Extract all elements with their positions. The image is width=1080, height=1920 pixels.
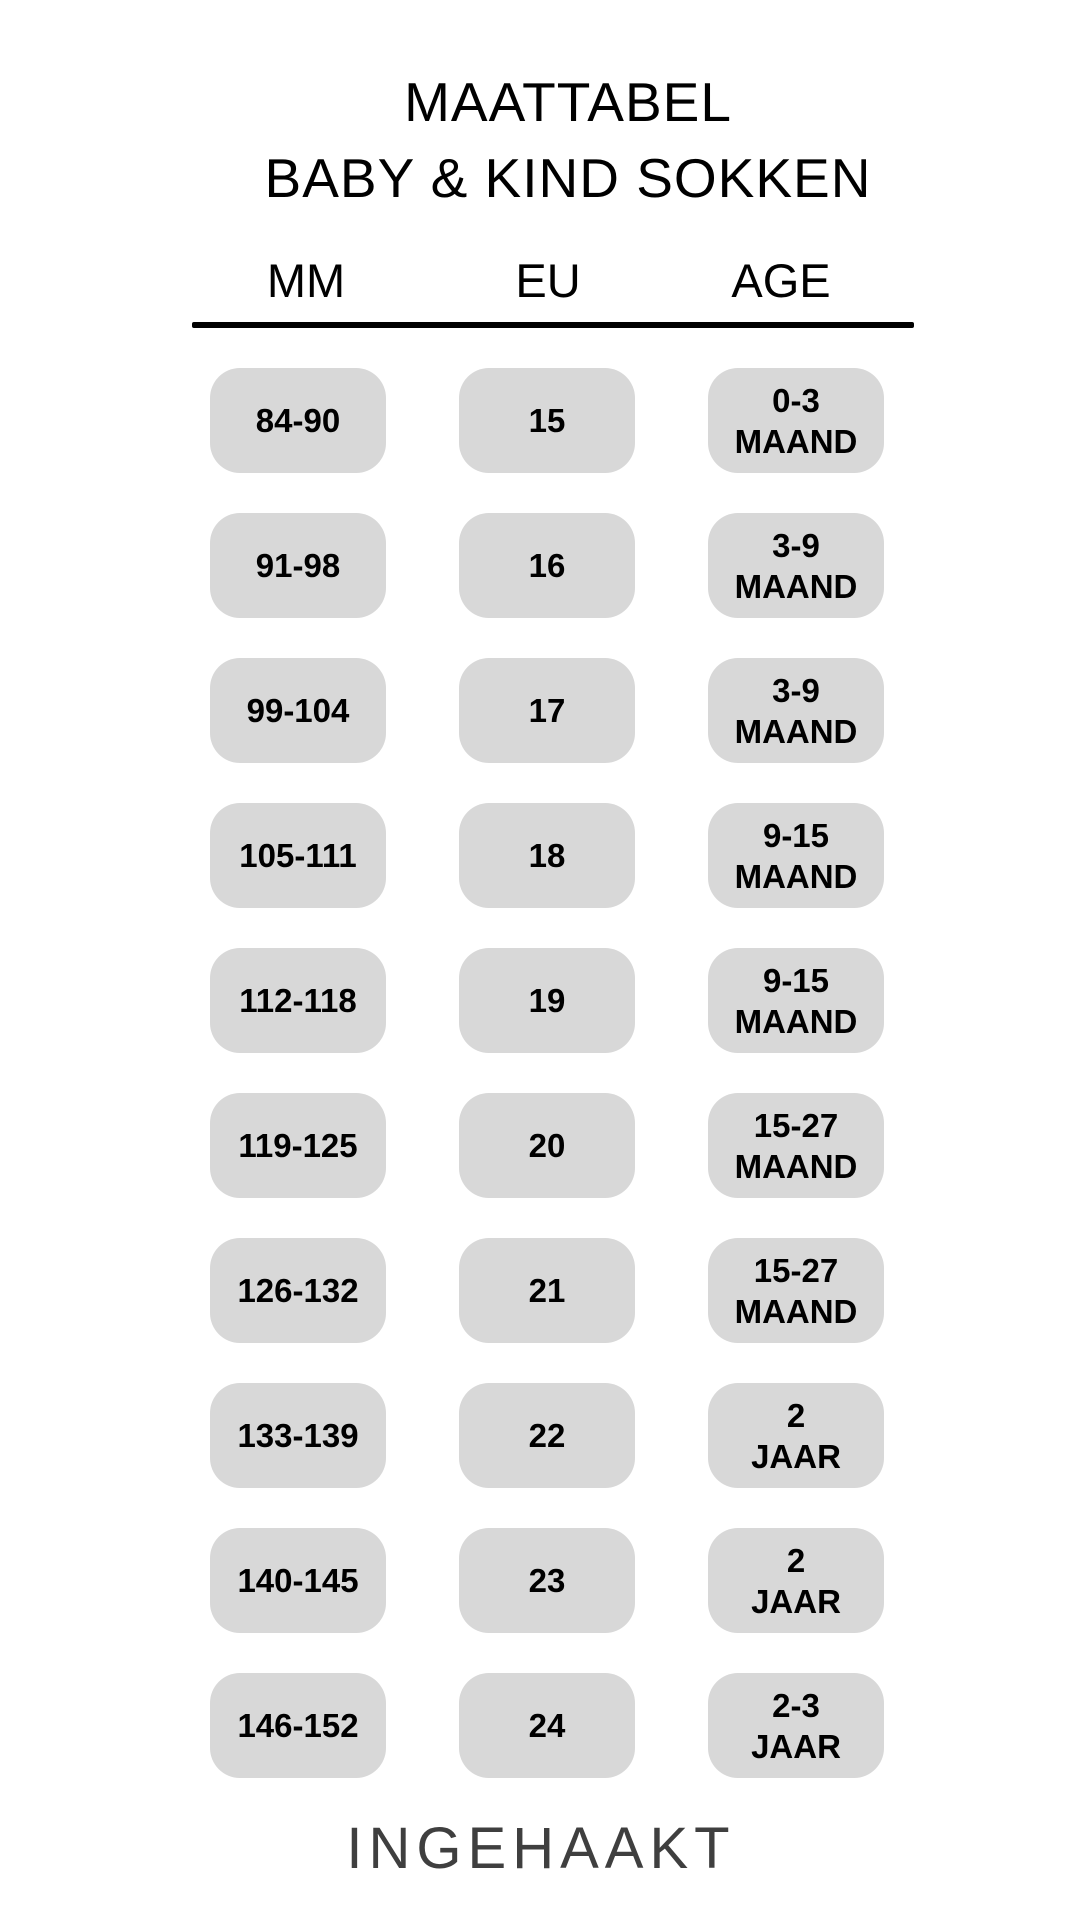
age-value-line2: MAAND <box>734 712 858 750</box>
eu-cell <box>459 1673 635 1778</box>
age-cell <box>708 368 884 473</box>
mm-cell <box>210 513 386 618</box>
age-value-line1: 9-15 <box>762 961 830 999</box>
mm-value: 140-145 <box>237 1562 359 1599</box>
age-cell <box>708 658 884 763</box>
age-value-line1: 2-3 <box>772 1686 820 1724</box>
mm-cell <box>210 1093 386 1198</box>
age-cell <box>708 1093 884 1198</box>
eu-cell <box>459 1528 635 1633</box>
age-value-line1: 15-27 <box>753 1251 839 1289</box>
eu-value: 24 <box>528 1707 566 1744</box>
eu-value: 19 <box>528 982 566 1019</box>
eu-value: 23 <box>528 1562 566 1599</box>
mm-cell <box>210 1673 386 1778</box>
age-value-line2: JAAR <box>751 1437 841 1475</box>
age-value-line1: 3-9 <box>772 526 820 564</box>
mm-cell <box>210 1528 386 1633</box>
age-value-line2: MAAND <box>734 567 858 605</box>
age-value-line2: MAAND <box>734 1147 858 1185</box>
age-cell <box>708 1238 884 1343</box>
age-value-line1: 2 <box>786 1541 806 1579</box>
eu-value: 16 <box>528 547 566 584</box>
page-title-line1: MAATTABEL <box>404 71 732 133</box>
mm-value: 105-111 <box>239 837 357 874</box>
mm-value: 112-118 <box>239 982 357 1019</box>
eu-value: 21 <box>528 1272 566 1309</box>
eu-cell <box>459 1238 635 1343</box>
header-divider-line <box>192 322 914 328</box>
mm-value: 146-152 <box>237 1707 359 1744</box>
age-cell <box>708 513 884 618</box>
age-value-line1: 0-3 <box>772 381 820 419</box>
age-cell <box>708 1528 884 1633</box>
mm-value: 99-104 <box>246 692 350 729</box>
mm-cell <box>210 658 386 763</box>
age-value-line1: 15-27 <box>753 1106 839 1144</box>
eu-cell <box>459 658 635 763</box>
mm-cell <box>210 368 386 473</box>
page-title-line2: BABY & KIND SOKKEN <box>264 147 872 209</box>
column-header-eu: EU <box>515 254 581 307</box>
age-value-line2: MAAND <box>734 422 858 460</box>
eu-value: 17 <box>528 692 566 729</box>
mm-value: 126-132 <box>237 1272 359 1309</box>
eu-cell <box>459 513 635 618</box>
mm-cell <box>210 1383 386 1488</box>
eu-cell <box>459 1093 635 1198</box>
age-value-line2: JAAR <box>751 1582 841 1620</box>
eu-cell <box>459 803 635 908</box>
age-value-line1: 2 <box>786 1396 806 1434</box>
eu-value: 20 <box>528 1127 566 1164</box>
age-cell <box>708 1383 884 1488</box>
eu-value: 15 <box>528 402 566 439</box>
eu-cell <box>459 368 635 473</box>
page-title <box>265 64 872 216</box>
age-value-line2: MAAND <box>734 857 858 895</box>
mm-value: 91-98 <box>255 547 341 584</box>
age-value-line2: MAAND <box>734 1292 858 1330</box>
brand-logo-text: INGEHAAKT <box>346 1816 736 1881</box>
column-header-age: AGE <box>731 254 831 307</box>
column-header-mm: MM <box>266 254 346 307</box>
age-value-line2: JAAR <box>751 1727 841 1765</box>
eu-cell <box>459 1383 635 1488</box>
mm-cell <box>210 803 386 908</box>
age-value-line1: 3-9 <box>772 671 820 709</box>
eu-value: 22 <box>528 1417 566 1454</box>
mm-value: 84-90 <box>255 402 341 439</box>
mm-value: 119-125 <box>238 1127 358 1164</box>
mm-cell <box>210 1238 386 1343</box>
age-cell <box>708 948 884 1053</box>
age-cell <box>708 1673 884 1778</box>
mm-value: 133-139 <box>237 1417 359 1454</box>
age-value-line1: 9-15 <box>762 816 830 854</box>
eu-value: 18 <box>528 837 566 874</box>
age-value-line2: MAAND <box>734 1002 858 1040</box>
age-cell <box>708 803 884 908</box>
eu-cell <box>459 948 635 1053</box>
size-table <box>210 368 884 1778</box>
mm-cell <box>210 948 386 1053</box>
